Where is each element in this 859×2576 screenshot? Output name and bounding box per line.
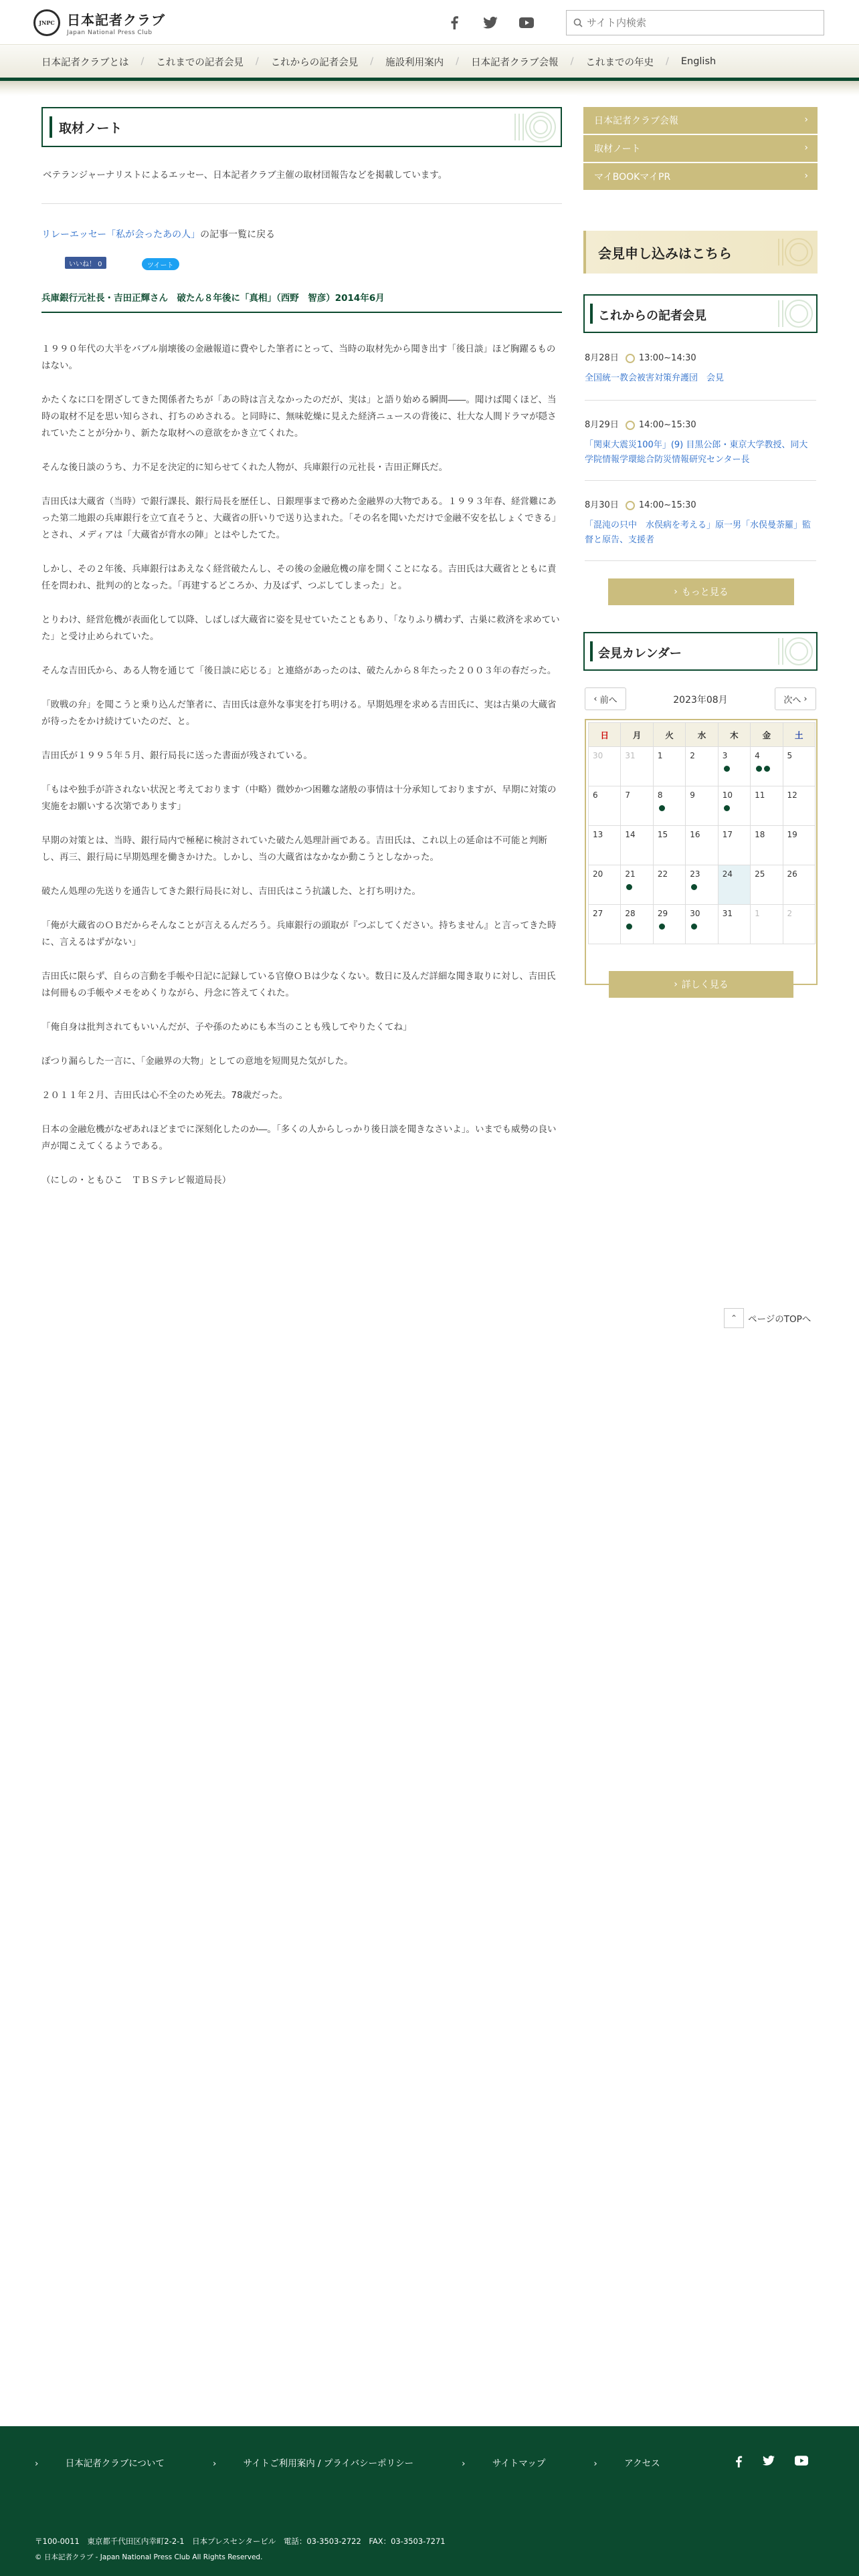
- calendar-day-number: 21: [625, 869, 636, 879]
- calendar-day-number: 29: [657, 909, 668, 918]
- title-underline: [41, 312, 562, 313]
- clock-icon: [626, 421, 635, 430]
- more-button[interactable]: [608, 578, 794, 605]
- calendar-day[interactable]: [621, 747, 653, 786]
- calendar-weekday: 月: [621, 723, 653, 747]
- article-paragraph: 早期の対策とは、当時、銀行局内で極秘に検討されていた破たん処理計画である。吉田氏は、これ以上の延命は不可能と判断し、再三、銀行局に早期処理を働きかけた。しかし、当の大蔵省はなかなか動こうとしなかった。: [41, 835, 547, 863]
- calendar-day[interactable]: [718, 905, 750, 944]
- nav-separator: /: [370, 56, 374, 67]
- upcoming-link[interactable]: 「関東大震災100年」(9) 目黒公郎・東京大学教授、同大学院情報学環総合防災情報研究センター長: [585, 440, 808, 465]
- divider: [41, 203, 562, 204]
- event-dot-icon[interactable]: [691, 924, 697, 930]
- global-nav: [0, 44, 859, 78]
- event-dot-icon[interactable]: [659, 805, 665, 811]
- nav-item[interactable]: これまでの記者会見 /: [156, 56, 259, 68]
- calendar-day-number: 30: [690, 909, 700, 918]
- footer-link[interactable]: [462, 2456, 569, 2469]
- chevron-right-icon: ›: [674, 586, 678, 597]
- event-dot-icon[interactable]: [724, 766, 730, 772]
- youtube-icon[interactable]: [795, 2456, 808, 2466]
- sidebar-menu-item[interactable]: [583, 135, 818, 163]
- article-paragraph: 「もはや独手が許されない状況と考えております（中略）微妙かつ困難な諸般の事情は十分承知しておりますが、早期に対策の実施をお願いする次第であります」: [41, 784, 557, 812]
- article-title: 兵庫銀行元社長・吉田正輝さん 破たん８年後に「真相」（西野 智彦）2014年6月: [41, 293, 385, 304]
- chevron-right-icon: ›: [804, 114, 808, 125]
- calendar-day[interactable]: [783, 905, 815, 944]
- calendar-day[interactable]: [751, 905, 783, 944]
- more-label: もっと見る: [681, 587, 729, 598]
- calendar-weekday: 火: [653, 723, 685, 747]
- footer-link-label: サイトご利用案内 / プライバシーポリシー: [243, 2458, 414, 2469]
- calendar-day-number: 15: [657, 830, 668, 839]
- tweet-button[interactable]: ツイート: [142, 258, 179, 270]
- calendar-more-button[interactable]: [609, 971, 793, 998]
- footer-link-label: サイトマップ: [492, 2458, 546, 2469]
- calendar-day-number: 31: [625, 751, 636, 760]
- back-to-list: [41, 227, 275, 241]
- nav-item[interactable]: これからの記者会見 /: [270, 56, 374, 68]
- calendar-day-number: 25: [755, 869, 765, 879]
- calendar-day-number: 23: [690, 869, 700, 879]
- footer-link[interactable]: [35, 2456, 189, 2469]
- next-label: 次へ: [783, 695, 801, 706]
- calendar-day[interactable]: [718, 747, 750, 786]
- calendar-day[interactable]: [783, 865, 815, 905]
- footer-address: 〒100-0011 東京都千代田区内幸町2-2-1 日本プレスセンタービル 電話：03-3503-2722 FAX：03-3503-7271: [35, 2537, 446, 2546]
- calendar-day[interactable]: [621, 826, 653, 865]
- nav-separator: /: [140, 56, 145, 67]
- calendar-day-number: 2: [690, 751, 695, 760]
- nav-shadow: [0, 81, 859, 96]
- chevron-right-icon: ›: [803, 693, 807, 704]
- upcoming-item: [585, 418, 816, 467]
- upcoming-date: 8月28日: [585, 353, 619, 363]
- calendar-day[interactable]: [718, 786, 750, 826]
- nav-item[interactable]: 日本記者クラブとは /: [41, 56, 145, 68]
- upcoming-header: [583, 294, 818, 333]
- search-box[interactable]: [566, 10, 824, 35]
- article-paragraph: ぽつり漏らした一言に、「金融界の大物」としての意地を短間見た気がした。: [41, 1056, 353, 1067]
- event-dot-icon[interactable]: [756, 766, 762, 772]
- calendar-day[interactable]: [653, 826, 685, 865]
- calendar-day[interactable]: [589, 905, 621, 944]
- article-paragraph: 吉田氏は大蔵省（当時）で銀行課長、銀行局長を歴任し、日銀理事まで務めた金融界の大物である。１９９３年春、経営難にあった第二地銀の兵庫銀行を立て直そうと、大蔵省の肝いりで送り込まれた。「その名を聞いただけで金融不安を払しょくできる」とされ、メディアは「大蔵省が背水の陣」とはやしたてた。: [41, 496, 561, 540]
- calendar-day[interactable]: [751, 747, 783, 786]
- facebook-like-button[interactable]: いいね！ 0: [65, 257, 106, 269]
- calendar-weekday: 木: [718, 723, 750, 747]
- chevron-right-icon: ›: [35, 2458, 41, 2469]
- chevron-right-icon: ›: [462, 2458, 468, 2469]
- chevron-up-icon: ⌃: [724, 1308, 744, 1328]
- calendar-day[interactable]: [653, 786, 685, 826]
- calendar-day-number: 18: [755, 830, 765, 839]
- calendar-day[interactable]: [783, 826, 815, 865]
- event-dot-icon[interactable]: [691, 884, 697, 890]
- calendar-day[interactable]: [686, 786, 718, 826]
- upcoming-link[interactable]: 「混沌の只中 水俣病を考える」原一男「水俣曼荼羅」監督と原告、支援者: [585, 520, 812, 545]
- site-logo[interactable]: [33, 9, 165, 36]
- sidebar-menu: [583, 107, 818, 191]
- calendar-day[interactable]: [621, 786, 653, 826]
- article-paragraph: 「俺が大蔵省のＯＢだからそんなことが言えるんだろう。兵庫銀行の頭取が『つぶしてください。持ちません』と言ってきた時に、言えるはずがない」: [41, 920, 557, 948]
- calendar-day-number: 1: [657, 751, 663, 760]
- calendar-day-number: 7: [625, 790, 631, 800]
- sidebar-menu-label: 取材ノート: [594, 144, 641, 154]
- nav-separator: /: [570, 56, 574, 67]
- article-paragraph: （にしの・ともひこ ＴＢＳテレビ報道局長）: [41, 1175, 231, 1186]
- calendar-day[interactable]: [653, 865, 685, 905]
- prev-label: 前へ: [599, 695, 617, 706]
- footer-link-label: アクセス: [624, 2458, 660, 2469]
- article-paragraph: 日本の金融危機がなぜあれほどまでに深刻化したのか―。「多くの人からしっかり後日談を聞きなさいよ」。いまでも威勢の良い声が聞こえてくるようである。: [41, 1124, 557, 1152]
- facebook-icon[interactable]: [450, 16, 459, 29]
- event-dot-icon[interactable]: [626, 884, 632, 890]
- calendar-day[interactable]: [621, 905, 653, 944]
- twitter-icon[interactable]: [483, 17, 498, 29]
- calendar-day[interactable]: [686, 905, 718, 944]
- search-icon: [573, 18, 583, 27]
- page-title: 取材ノート: [59, 121, 122, 136]
- sidebar-menu-item[interactable]: [583, 107, 818, 135]
- upcoming-date: 8月29日: [585, 420, 619, 430]
- calendar-day[interactable]: [589, 786, 621, 826]
- article-paragraph: 吉田氏が１９９５年５月、銀行局長に送った書面が残されている。: [41, 750, 312, 761]
- jnpc-deco-icon: [775, 297, 815, 330]
- footer-links: [35, 2456, 708, 2469]
- calendar-day-number: 3: [722, 751, 728, 760]
- calendar-weekday: 土: [783, 723, 815, 747]
- calendar-day-number: 16: [690, 830, 700, 839]
- upcoming-time: 14:00~15:30: [638, 500, 696, 510]
- nav-item[interactable]: これまでの年史 /: [585, 56, 669, 68]
- calendar-day[interactable]: [783, 786, 815, 826]
- article-paragraph: そんな後日談のうち、力不足を決定的に知らせてくれた人物が、兵庫銀行の元社長・吉田正輝氏だ。: [41, 462, 448, 473]
- logo-title: 日本記者クラブ: [67, 12, 165, 28]
- apply-label: 会見申し込みはこちら: [598, 245, 732, 261]
- article-paragraph: １９９０年代の大半をバブル崩壊後の金融報道に費やした筆者にとって、当時の取材先から聞き出す「後日談」ほど胸躍るものはない。: [41, 344, 556, 371]
- calendar-day[interactable]: [751, 826, 783, 865]
- article-paragraph: ２０１１年２月、吉田氏は心不全のため死去。78歳だった。: [41, 1090, 288, 1101]
- main-content: [28, 95, 577, 1352]
- calendar-day[interactable]: [718, 865, 750, 905]
- sidebar-menu-item[interactable]: [583, 163, 818, 191]
- calendar-next-button[interactable]: [775, 687, 816, 710]
- calendar-day-number: 13: [593, 830, 603, 839]
- calendar-day-number: 11: [755, 790, 765, 800]
- calendar-day[interactable]: [653, 905, 685, 944]
- calendar-day-number: 20: [593, 869, 603, 879]
- upcoming-item: [585, 351, 816, 386]
- nav-separator: /: [255, 56, 259, 67]
- calendar-day-number: 9: [690, 790, 695, 800]
- page-top-link[interactable]: [724, 1308, 811, 1328]
- back-suffix: の記事一覧に戻る: [200, 229, 276, 240]
- sidebar-menu-label: 日本記者クラブ会報: [594, 116, 678, 126]
- search-input[interactable]: [587, 17, 814, 29]
- event-dot-icon[interactable]: [626, 924, 632, 930]
- sidebar-menu-label: マイBOOKマイPR: [594, 172, 671, 183]
- calendar-month: 2023年08月: [673, 695, 728, 706]
- calendar-day-number: 14: [625, 830, 636, 839]
- page-title-box: [41, 107, 562, 147]
- article-paragraph: 「敗戦の弁」を聞こうと乗り込んだ筆者に、吉田氏は意外な事実を打ち明ける。早期処理を求める吉田氏に、実は古巣の大蔵省が待ったをかけ続けていたのだ、と。: [41, 700, 557, 727]
- calendar-day-number: 31: [722, 909, 733, 918]
- logo-mark: JNPC: [33, 9, 60, 36]
- divider: [585, 480, 816, 481]
- calendar-day-number: 5: [787, 751, 793, 760]
- article-paragraph: 破たん処理の先送りを通告してきた銀行局長に対し、吉田氏はこう抗議した、と打ち明けた。: [41, 886, 421, 897]
- chevron-right-icon: ›: [674, 979, 678, 990]
- article-paragraph: しかし、その２年後、兵庫銀行はあえなく経営破たんし、その後の金融危機の扉を開くことになる。吉田氏は大蔵省とともに責任を問われ、批判の的となった。「再建するどころか、力及ばず、つぶしてしまった」と。: [41, 564, 557, 591]
- nav-item[interactable]: 施設利用案内 /: [385, 56, 460, 68]
- calendar-nav: [585, 687, 816, 710]
- clock-icon: [626, 354, 635, 363]
- calendar-weekday: 日: [589, 723, 621, 747]
- calendar-day[interactable]: [751, 865, 783, 905]
- calendar-title: 会見カレンダー: [598, 647, 682, 661]
- calendar-more-label: 詳しく見る: [681, 980, 729, 990]
- upcoming-title: これからの記者会見: [598, 309, 706, 323]
- calendar-day-number: 19: [787, 830, 797, 839]
- series-link[interactable]: リレーエッセー「私が会ったあの人」: [41, 229, 201, 240]
- chevron-left-icon: ‹: [593, 693, 597, 704]
- apply-banner[interactable]: [583, 231, 818, 274]
- calendar-day[interactable]: [589, 865, 621, 905]
- page-lead: ベテランジャーナリストによるエッセー、日本記者クラブ主催の取材団報告などを掲載しています。: [43, 170, 448, 181]
- article-paragraph: 吉田氏に限らず、自らの言動を手帳や日記に記録している官僚ＯＢは少なくない。数日に及んだ詳細な聞き取りに対し、吉田氏は何冊もの手帳やメモをめくりながら、丹念に答えてくれた。: [41, 971, 556, 998]
- calendar-day-number: 4: [755, 751, 760, 760]
- chevron-right-icon: ›: [804, 142, 808, 153]
- calendar-day[interactable]: [686, 826, 718, 865]
- chevron-right-icon: ›: [804, 171, 808, 181]
- event-dot-icon[interactable]: [764, 766, 770, 772]
- calendar-weekday: 金: [751, 723, 783, 747]
- calendar-day[interactable]: [783, 747, 815, 786]
- upcoming-item: [585, 498, 816, 548]
- calendar-header: [583, 632, 818, 671]
- jnpc-deco-icon: [775, 635, 815, 668]
- article-paragraph: かたくなに口を閉ざしてきた関係者たちが「あの時は言えなかったのだが、実は」と語り始める瞬間――。聞けば聞くほど、当時の取材不足を思い知らされ、打ちのめされる。と同時に、無味乾燥に見えた経済ニュースの背後に、壮大な人間ドラマが隠されていたことが分かり、新たな取材への意欲をかき立てくれた。: [41, 395, 557, 439]
- calendar-day-number: 30: [593, 751, 603, 760]
- calendar-day-number: 28: [625, 909, 636, 918]
- calendar-day-number: 22: [657, 869, 668, 879]
- nav-separator: /: [665, 56, 669, 67]
- divider: [585, 400, 816, 401]
- footer-link-label: 日本記者クラブについて: [65, 2458, 165, 2469]
- calendar-day[interactable]: [718, 826, 750, 865]
- jnpc-deco-icon: [775, 235, 815, 270]
- footer-copyright: © 日本記者クラブ - Japan National Press Club All Rights Reserved.: [35, 2553, 263, 2561]
- upcoming-time: 14:00~15:30: [638, 420, 696, 430]
- calendar-day[interactable]: [589, 826, 621, 865]
- article-paragraph: とりわけ、経営危機が表面化して以降、しばしば大蔵省に姿を見せていたこともあり、「なりふり構わず、古巣に救済を求めていた」と受け止められていた。: [41, 615, 560, 642]
- calendar: [585, 719, 818, 985]
- nav-item[interactable]: English: [680, 56, 717, 67]
- facebook-icon[interactable]: [735, 2456, 743, 2468]
- calendar-day-number: 12: [787, 790, 797, 800]
- calendar-day-number: 26: [787, 869, 797, 879]
- calendar-day[interactable]: [653, 747, 685, 786]
- calendar-day[interactable]: [751, 786, 783, 826]
- chevron-right-icon: ›: [212, 2458, 219, 2469]
- youtube-icon[interactable]: [519, 17, 534, 28]
- footer-link[interactable]: [213, 2456, 438, 2469]
- calendar-day-number: 8: [657, 790, 663, 800]
- calendar-day-number: 27: [593, 909, 603, 918]
- calendar-day-number: 10: [722, 790, 733, 800]
- site-footer: [0, 2426, 859, 2576]
- calendar-day[interactable]: [686, 747, 718, 786]
- jnpc-deco-icon: [506, 110, 559, 144]
- chevron-right-icon: ›: [593, 2458, 601, 2469]
- page-top-label: ページのTOPへ: [748, 1314, 812, 1325]
- calendar-day[interactable]: [589, 747, 621, 786]
- logo-subtitle: Japan National Press Club: [67, 29, 153, 36]
- calendar-day-number: 17: [722, 830, 733, 839]
- article-paragraph: 「俺自身は批判されてもいいんだが、子や孫のためにも本当のことも残してやりたくてね」: [41, 1022, 412, 1033]
- calendar-day[interactable]: [621, 865, 653, 905]
- nav-separator: /: [456, 56, 460, 67]
- nav-item[interactable]: 日本記者クラブ会報 /: [471, 56, 574, 68]
- calendar-day-number: 2: [787, 909, 793, 918]
- upcoming-time: 13:00~14:30: [638, 353, 696, 363]
- event-dot-icon[interactable]: [724, 805, 730, 811]
- calendar-weekday: 水: [686, 723, 718, 747]
- divider: [585, 560, 816, 561]
- article-paragraph: そんな吉田氏から、ある人物を通じて「後日談に応じる」と連絡があったのは、破たんから８年たった２００３年の春だった。: [41, 665, 557, 676]
- footer-link[interactable]: [593, 2456, 684, 2469]
- calendar-day-number: 6: [593, 790, 598, 800]
- upcoming-date: 8月30日: [585, 500, 619, 510]
- calendar-day[interactable]: [686, 865, 718, 905]
- upcoming-link[interactable]: 全国統一教会被害対策弁護団 会見: [585, 373, 725, 383]
- clock-icon: [626, 501, 635, 510]
- twitter-icon[interactable]: [763, 2456, 775, 2466]
- article-body: [41, 341, 562, 1206]
- calendar-day-number: 24: [722, 869, 733, 879]
- site-header: [0, 0, 859, 44]
- calendar-day-number: 1: [755, 909, 760, 918]
- event-dot-icon[interactable]: [659, 924, 665, 930]
